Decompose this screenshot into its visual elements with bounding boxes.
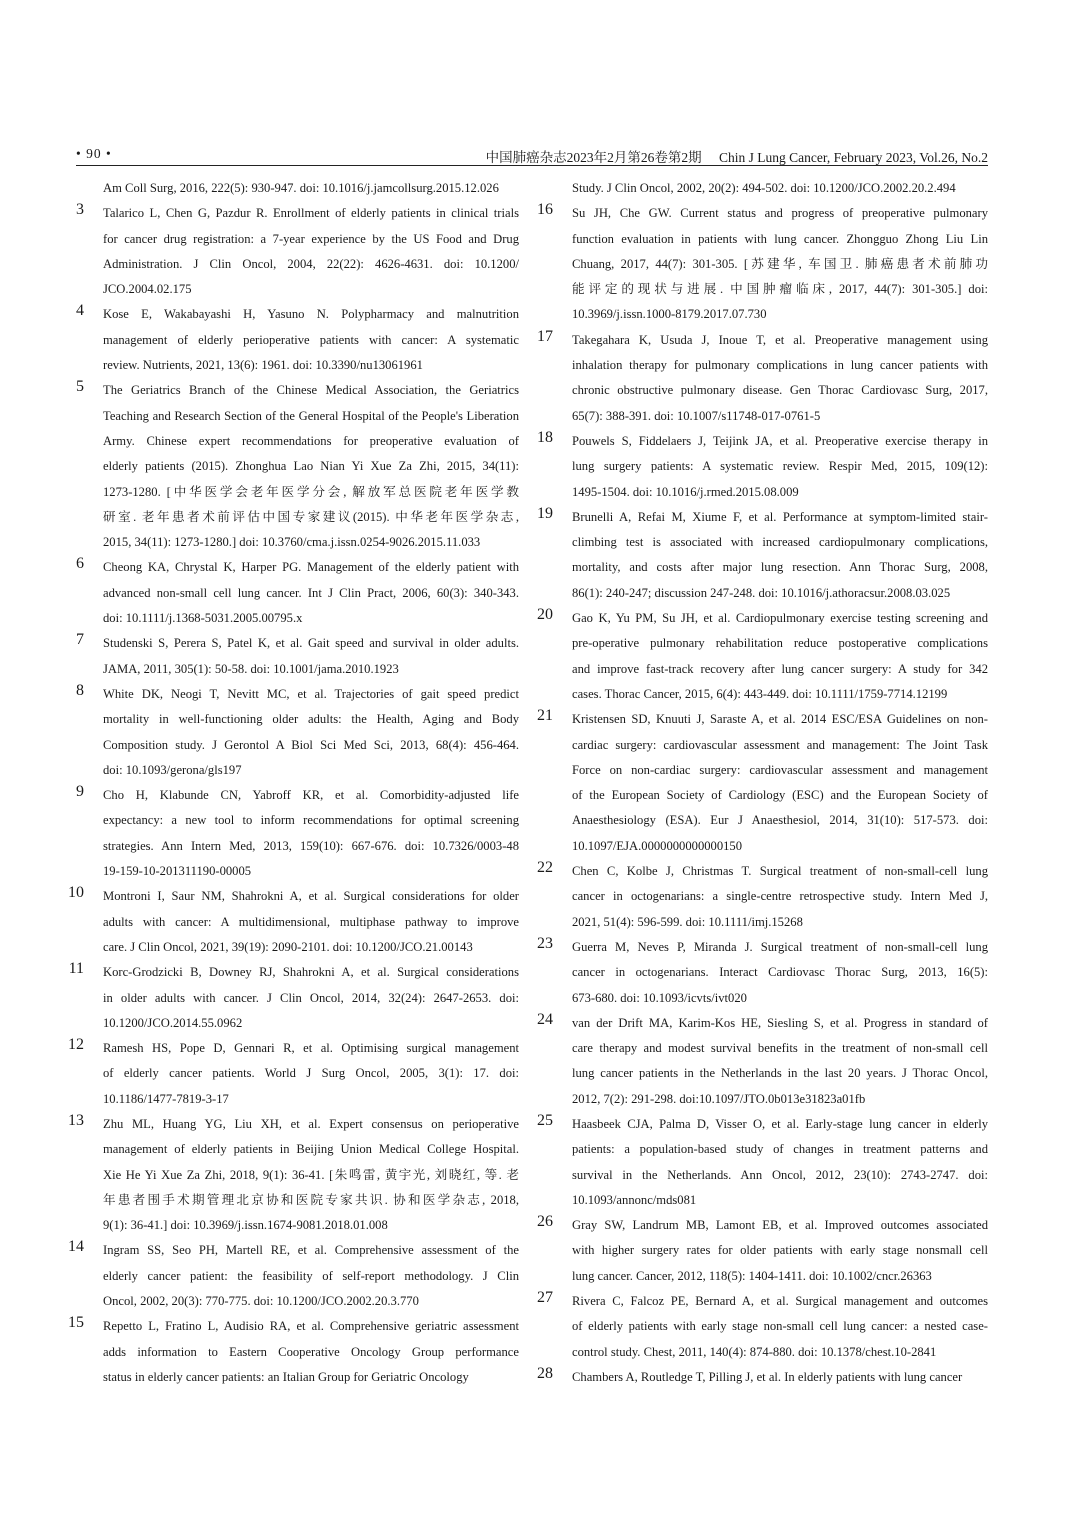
reference-text-line: pre-operative pulmonary rehabilitation reduce postoperative complications [572, 636, 988, 651]
reference-number: 5 [76, 378, 84, 396]
reference-number: 25 [537, 1111, 553, 1129]
reference-text-line: cardiac surgery: cardiovascular assessment and management: The Joint Task [572, 737, 988, 752]
reference-text-line: adds information to Eastern Cooperative Oncology Group performance [103, 1344, 519, 1359]
reference-text-line: Rivera C, Falcoz PE, Bernard A, et al. Surgical management and outcomes [572, 1294, 988, 1309]
reference-text-line: control study. Chest, 2011, 140(4): 874-880. doi: 10.1378/chest.10-2841 [572, 1344, 937, 1359]
reference-text-line: advanced non-small cell lung cancer. Int J Clin Pract, 2006, 60(3): 340-343. [103, 585, 519, 600]
reference-text-line: Gao K, Yu PM, Su JH, et al. Cardiopulmonary exercise testing screening and [572, 611, 988, 626]
reference-text-line: 673-680. doi: 10.1093/icvts/ivt020 [572, 990, 747, 1005]
page-header [76, 143, 988, 166]
reference-entry [64, 631, 519, 682]
reference-number: 15 [68, 1314, 84, 1332]
reference-text-line: Brunelli A, Refai M, Xiume F, et al. Performance at symptom-limited stair- [572, 509, 988, 524]
reference-text-line: The Geriatrics Branch of the Chinese Medical Association, the Geriatrics [103, 383, 519, 398]
reference-number: 9 [76, 783, 84, 801]
reference-text-line: mortality in well-functioning older adults: the Health, Aging and Body [103, 712, 519, 727]
reference-text-line: Talarico L, Chen G, Pazdur R. Enrollment of elderly patients in clinical trials [103, 206, 519, 221]
reference-number: 8 [76, 681, 84, 699]
reference-text-line: Chambers A, Routledge T, Pilling J, et al. In elderly patients with lung cancer [572, 1369, 963, 1384]
reference-text-line: management of elderly perioperative patients with cancer: A systematic [103, 332, 519, 347]
reference-text-line: Haasbeek CJA, Palma D, Visser O, et al. Early-stage lung cancer in elderly [572, 1116, 988, 1131]
reference-text-line: inhalation therapy for pulmonary complications in lung cancer patients with [572, 358, 988, 373]
reference-entry [533, 707, 988, 859]
reference-entry [64, 201, 519, 302]
reference-text-line: Takegahara K, Usuda J, Inoue T, et al. Preoperative management using [572, 332, 988, 347]
reference-text-line: Montroni I, Saur NM, Shahrokni A, et al. Surgical considerations for older [103, 889, 519, 904]
reference-entry [533, 176, 988, 201]
reference-text-line: of the European Society of Cardiology (ESC) and the European Society of [572, 788, 988, 803]
reference-number: 17 [537, 327, 553, 345]
reference-text-line: Teaching and Research Section of the General Hospital of the People's Liberation [103, 408, 519, 423]
reference-text-line: 2015, 34(11): 1273-1280.] doi: 10.3760/cma.j.issn.0254-9026.2015.11.033 [103, 535, 481, 550]
reference-number: 21 [537, 707, 553, 725]
reference-text-line: and improve fast-track recovery after lung cancer surgery: A study for 342 [572, 661, 988, 676]
reference-number: 13 [68, 1111, 84, 1129]
reference-text-line: cancer in octogenarians: a single-centre retrospective study. Intern Med J, [572, 889, 988, 904]
reference-entry [533, 1213, 988, 1289]
reference-number: 19 [537, 504, 553, 522]
reference-text-line: Cho H, Klabunde CN, Yabroff KR, et al. Comorbidity-adjusted life [103, 788, 519, 803]
reference-text-line: Repetto L, Fratino L, Audisio RA, et al. Comprehensive geriatric assessment [103, 1319, 519, 1334]
journal-title-en: Chin J Lung Cancer, February 2023, Vol.26, No.2 [719, 150, 988, 165]
reference-text-line: strategies. Ann Intern Med, 2013, 159(10): 667-676. doi: 10.7326/0003-48 [103, 838, 519, 853]
reference-text-line: Force on non-cardiac surgery: cardiovascular assessment and management [572, 762, 988, 777]
reference-entry [533, 505, 988, 606]
reference-entry [533, 1112, 988, 1213]
reference-text-line: Guerra M, Neves P, Miranda J. Surgical treatment of non-small-cell lung [572, 939, 988, 954]
reference-text-line: Studenski S, Perera S, Patel K, et al. Gait speed and survival in older adults. [103, 636, 519, 651]
journal-title-cn: 中国肺癌杂志2023年2月第26卷第2期 [485, 150, 702, 165]
reference-text-line: 86(1): 240-247; discussion 247-248. doi: 10.1016/j.athoracsur.2008.03.025 [572, 585, 951, 600]
reference-text-line: Army. Chinese expert recommendations for preoperative evaluation of [103, 433, 519, 448]
reference-text-line: van der Drift MA, Karim-Kos HE, Siesling S, et al. Progress in standard of [572, 1015, 988, 1030]
reference-text-line: of elderly cancer patients. World J Surg Oncol, 2005, 3(1): 17. doi: [103, 1066, 519, 1081]
reference-text-line: care. J Clin Oncol, 2021, 39(19): 2090-2101. doi: 10.1200/JCO.21.00143 [103, 939, 473, 954]
reference-text-line: Chen C, Kolbe J, Christmas T. Surgical treatment of non-small-cell lung [572, 864, 988, 879]
reference-entry [533, 1365, 988, 1390]
reference-text-line: lung cancer. Cancer, 2012, 118(5): 1404-1411. doi: 10.1002/cncr.26363 [572, 1268, 932, 1283]
reference-text-line: chronic obstructive pulmonary disease. Gen Thorac Cardiovasc Surg, 2017, [572, 383, 988, 398]
reference-number: 11 [68, 960, 84, 978]
reference-text-line: status in elderly cancer patients: an Italian Group for Geriatric Oncology [103, 1369, 469, 1384]
reference-text-line: Xie He Yi Xue Za Zhi, 2018, 9(1): 36-41. [朱鸣雷, 黄宇光, 刘晓红, 等. 老 [103, 1167, 519, 1182]
reference-number: 22 [537, 859, 553, 877]
reference-text-line: 10.1200/JCO.2014.55.0962 [103, 1015, 243, 1030]
reference-entry [533, 328, 988, 429]
reference-text-line: JAMA, 2011, 305(1): 50-58. doi: 10.1001/jama.2010.1923 [103, 661, 399, 676]
reference-text-line: JCO.2004.02.175 [103, 282, 192, 297]
reference-entry [533, 429, 988, 505]
reference-entry [533, 859, 988, 935]
reference-text-line: survival in the Netherlands. Ann Oncol, 2012, 23(10): 2743-2747. doi: [572, 1167, 988, 1182]
reference-text-line: doi: 10.1093/gerona/gls197 [103, 762, 242, 777]
reference-text-line: lung surgery patients: A systematic review. Respir Med, 2015, 109(12): [572, 459, 988, 474]
reference-text-line: Kose E, Wakabayashi H, Yasuno N. Polypharmacy and malnutrition [103, 307, 519, 322]
reference-text-line: 10.1186/1477-7819-3-17 [103, 1091, 229, 1106]
reference-text-line: mortality, and costs after major lung resection. Ann Thorac Surg, 2008, [572, 560, 988, 575]
reference-entry [64, 176, 519, 201]
reference-text-line: Gray SW, Landrum MB, Lamont EB, et al. Improved outcomes associated [572, 1218, 988, 1233]
reference-entry [533, 1289, 988, 1365]
reference-text-line: Su JH, Che GW. Current status and progress of preoperative pulmonary [572, 206, 988, 221]
reference-entry [64, 1036, 519, 1112]
reference-text-line: Ramesh HS, Pope D, Gennari R, et al. Optimising surgical management [103, 1041, 519, 1056]
reference-text-line: Korc-Grodzicki B, Downey RJ, Shahrokni A, et al. Surgical considerations [103, 965, 519, 980]
page-number: • 90 • [76, 146, 112, 161]
reference-entry [64, 682, 519, 783]
reference-text-line: for cancer drug registration: a 7-year experience by the US Food and Drug [103, 231, 519, 246]
reference-text-line: review. Nutrients, 2021, 13(6): 1961. doi: 10.3390/nu13061961 [103, 358, 423, 373]
reference-text-line: 能评定的现状与进展. 中国肿瘤临床, 2017, 44(7): 301-305.] doi: [572, 282, 988, 297]
reference-text-line: Chuang, 2017, 44(7): 301-305. [苏建华, 车国卫. 肺癌患者术前肺功 [572, 256, 988, 271]
reference-text-line: elderly patients (2015). Zhonghua Lao Nian Yi Xue Za Zhi, 2015, 34(11): [103, 459, 519, 474]
reference-text-line: cases. Thorac Cancer, 2015, 6(4): 443-449. doi: 10.1111/1759-7714.12199 [572, 686, 948, 701]
reference-entry [64, 1112, 519, 1238]
reference-text-line: with higher surgery rates for older patients with early stage nonsmall cell [572, 1243, 988, 1258]
reference-text-line: Zhu ML, Huang YG, Liu XH, et al. Expert consensus on perioperative [103, 1116, 519, 1131]
reference-text-line: patients: a population-based study of changes in treatment patterns and [572, 1142, 988, 1157]
reference-text-line: doi: 10.1111/j.1368-5031.2005.00795.x [103, 611, 303, 626]
reference-text-line: 年患者围手术期管理北京协和医院专家共识. 协和医学杂志, 2018, [103, 1192, 519, 1207]
reference-entry [64, 1238, 519, 1314]
reference-text-line: Oncol, 2002, 20(3): 770-775. doi: 10.1200/JCO.2002.20.3.770 [103, 1294, 419, 1309]
reference-text-line: cancer in octogenarians. Interact Cardiovasc Thorac Surg, 2013, 16(5): [572, 965, 988, 980]
reference-text-line: Anaesthesiology (ESA). Eur J Anaesthesiol, 2014, 31(10): 517-573. doi: [572, 813, 988, 828]
reference-text-line: care therapy and modest survival benefits in the treatment of non-small cell [572, 1041, 988, 1056]
reference-text-line: elderly cancer patient: the feasibility of self-report methodology. J Clin [103, 1268, 519, 1283]
reference-number: 24 [537, 1010, 553, 1028]
reference-number: 12 [68, 1036, 84, 1054]
reference-number: 26 [537, 1213, 553, 1231]
reference-number: 18 [537, 428, 553, 446]
reference-text-line: Composition study. J Gerontol A Biol Sci Med Sci, 2013, 68(4): 456-464. [103, 737, 519, 752]
reference-entry [64, 884, 519, 960]
reference-number: 10 [68, 884, 84, 902]
reference-text-line: 19-159-10-201311190-00005 [103, 864, 252, 879]
reference-number: 6 [76, 555, 84, 573]
reference-text-line: 1273-1280. [中华医学会老年医学分会, 解放军总医院老年医学教 [103, 484, 519, 499]
reference-text-line: 研室. 老年患者术前评估中国专家建议(2015). 中华老年医学杂志, [103, 509, 519, 524]
reference-text-line: Administration. J Clin Oncol, 2004, 22(22): 4626-4631. doi: 10.1200/ [103, 256, 519, 271]
reference-column-right [533, 176, 988, 1390]
reference-number: 27 [537, 1289, 553, 1307]
reference-text-line: Pouwels S, Fiddelaers J, Teijink JA, et al. Preoperative exercise therapy in [572, 433, 988, 448]
reference-text-line: Kristensen SD, Knuuti J, Saraste A, et al. 2014 ESC/ESA Guidelines on non- [572, 712, 988, 727]
reference-text-line: 9(1): 36-41.] doi: 10.3969/j.issn.1674-9081.2018.01.008 [103, 1218, 388, 1233]
reference-entry [64, 378, 519, 555]
reference-column-left [64, 176, 519, 1390]
reference-number: 28 [537, 1364, 553, 1382]
reference-text-line: Ingram SS, Seo PH, Martell RE, et al. Comprehensive assessment of the [103, 1243, 519, 1258]
reference-entry [64, 555, 519, 631]
reference-text-line: White DK, Neogi T, Nevitt MC, et al. Trajectories of gait speed predict [103, 686, 519, 701]
reference-text-line: 10.1097/EJA.0000000000000150 [572, 838, 743, 853]
reference-text-line: Cheong KA, Chrystal K, Harper PG. Management of the elderly patient with [103, 560, 519, 575]
reference-text-line: function evaluation in patients with lung cancer. Zhongguo Zhong Liu Lin [572, 231, 988, 246]
reference-text-line: Am Coll Surg, 2016, 222(5): 930-947. doi: 10.1016/j.jamcollsurg.2015.12.026 [103, 181, 499, 195]
reference-number: 3 [76, 201, 84, 219]
reference-text-line: 65(7): 388-391. doi: 10.1007/s11748-017-0761-5 [572, 408, 821, 423]
reference-text-line: expectancy: a new tool to inform recommendations for optimal screening [103, 813, 519, 828]
reference-number: 20 [537, 606, 553, 624]
reference-text-line: adults with cancer: A multidimensional, multiphase pathway to improve [103, 914, 519, 929]
reference-number: 23 [537, 934, 553, 952]
reference-entry [533, 1011, 988, 1112]
reference-text-line: 10.1093/annonc/mds081 [572, 1192, 697, 1207]
reference-entry [533, 606, 988, 707]
reference-text-line: Study. J Clin Oncol, 2002, 20(2): 494-502. doi: 10.1200/JCO.2002.20.2.494 [572, 181, 956, 195]
reference-entry [533, 935, 988, 1011]
reference-text-line: 10.3969/j.issn.1000-8179.2017.07.730 [572, 307, 767, 322]
reference-entry [64, 960, 519, 1036]
reference-number: 4 [76, 302, 84, 320]
reference-text-line: climbing test is associated with increased cardiopulmonary complications, [572, 535, 988, 550]
reference-number: 14 [68, 1238, 84, 1256]
reference-entry [64, 1314, 519, 1390]
reference-number: 16 [537, 201, 553, 219]
reference-text-line: lung cancer patients in the Netherlands in the last 20 years. J Thorac Oncol, [572, 1066, 988, 1081]
reference-entry [64, 302, 519, 378]
reference-text-line: 2021, 51(4): 596-599. doi: 10.1111/imj.15268 [572, 914, 803, 929]
reference-text-line: in older adults with cancer. J Clin Oncol, 2014, 32(24): 2647-2653. doi: [103, 990, 519, 1005]
journal-running-head [486, 146, 988, 166]
reference-text-line: management of elderly patients in Beijing Union Medical College Hospital. [103, 1142, 519, 1157]
reference-entry [64, 783, 519, 884]
reference-entry [533, 201, 988, 327]
reference-number: 7 [76, 631, 84, 649]
reference-text-line: 1495-1504. doi: 10.1016/j.rmed.2015.08.009 [572, 484, 799, 499]
reference-text-line: of elderly patients with early stage non-small cell lung cancer: a nested case- [572, 1319, 988, 1334]
reference-text-line: 2012, 7(2): 291-298. doi:10.1097/JTO.0b013e31823a01fb [572, 1091, 866, 1106]
